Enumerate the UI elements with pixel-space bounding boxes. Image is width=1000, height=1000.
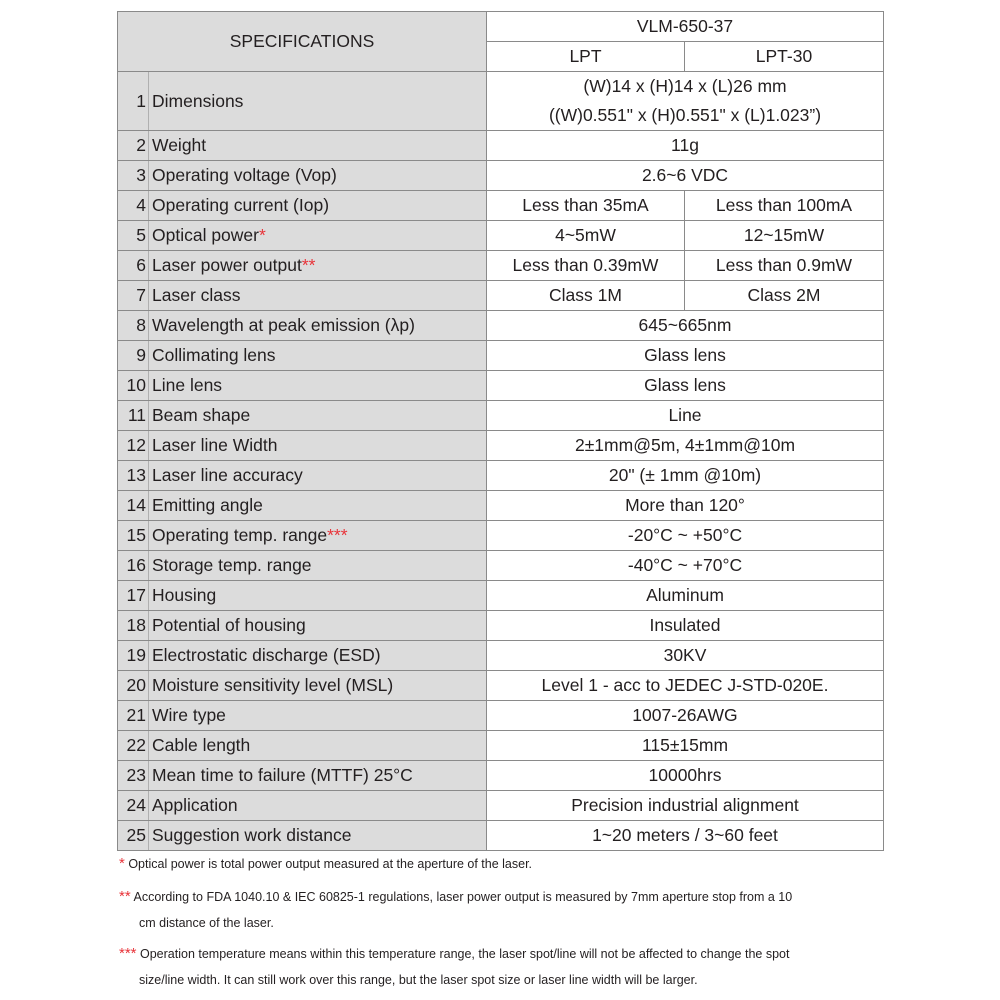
row-label: Laser class — [152, 285, 241, 305]
row-number: 12 — [118, 431, 149, 461]
value: Line — [668, 405, 702, 425]
table-row — [118, 401, 884, 431]
value-cell — [487, 641, 884, 671]
value-cell — [487, 731, 884, 761]
value: Precision industrial alignment — [571, 795, 799, 815]
value-cell — [487, 461, 884, 491]
value-lpt: Class 1M — [487, 281, 685, 311]
table-row — [118, 221, 884, 251]
row-label-cell — [149, 521, 487, 551]
row-label-cell — [149, 731, 487, 761]
specifications-table — [117, 11, 884, 851]
value-lpt: Less than 0.39mW — [487, 251, 685, 281]
table-row — [118, 671, 884, 701]
table-row — [118, 551, 884, 581]
row-number: 7 — [118, 281, 149, 311]
table-row — [118, 191, 884, 221]
value-cell — [487, 161, 884, 191]
table-row — [118, 761, 884, 791]
row-label: Laser line Width — [152, 435, 278, 455]
row-number: 24 — [118, 791, 149, 821]
row-number: 15 — [118, 521, 149, 551]
value-lpt-30: Less than 0.9mW — [685, 251, 884, 281]
row-number: 10 — [118, 371, 149, 401]
row-label: Weight — [152, 135, 207, 155]
value: 10000hrs — [648, 765, 722, 785]
value: 115±15mm — [641, 735, 729, 755]
table-row — [118, 731, 884, 761]
row-label-cell — [149, 191, 487, 221]
value: 645~665nm — [638, 315, 732, 335]
row-label: Line lens — [152, 375, 223, 395]
table-row — [118, 491, 884, 521]
row-label-cell — [149, 251, 487, 281]
value-cell — [487, 581, 884, 611]
row-number: 13 — [118, 461, 149, 491]
value-imperial: ((W)0.551" x (H)0.551" x (L)1.023”) — [548, 105, 822, 125]
value: 2.6~6 VDC — [641, 165, 729, 185]
table-row — [118, 341, 884, 371]
row-label: Housing — [152, 585, 217, 605]
model-header: VLM-650-37 — [487, 12, 884, 42]
row-number: 9 — [118, 341, 149, 371]
value-cell — [487, 341, 884, 371]
table-row — [118, 431, 884, 461]
row-number: 18 — [118, 611, 149, 641]
row-number: 19 — [118, 641, 149, 671]
table-row — [118, 311, 884, 341]
row-label-cell — [149, 671, 487, 701]
value: -40°C ~ +70°C — [627, 555, 743, 575]
value-cell — [487, 311, 884, 341]
value-cell — [487, 431, 884, 461]
footnote-text-cont: size/line width. It can still work over this range, but the laser spot size or laser line width will be larger. — [139, 973, 698, 987]
value-cell — [487, 521, 884, 551]
row-label: Emitting angle — [152, 495, 263, 515]
footnote-mark: * — [259, 225, 266, 245]
row-number: 11 — [118, 401, 149, 431]
value: Insulated — [649, 615, 721, 635]
row-label-cell — [149, 821, 487, 851]
row-label: Optical power — [152, 225, 259, 245]
value-cell — [487, 491, 884, 521]
row-label-cell — [149, 491, 487, 521]
row-label: Wavelength at peak emission (λp) — [152, 315, 415, 335]
row-label-cell — [149, 401, 487, 431]
row-number: 1 — [118, 72, 149, 131]
row-label-cell — [149, 611, 487, 641]
value: Level 1 - acc to JEDEC J-STD-020E. — [541, 675, 829, 695]
value-cell — [487, 401, 884, 431]
footnote-text-cont: cm distance of the laser. — [139, 916, 274, 930]
value: 20" (± 1mm @10m) — [608, 465, 762, 485]
row-label: Dimensions — [152, 90, 244, 111]
row-label-cell — [149, 791, 487, 821]
row-number: 22 — [118, 731, 149, 761]
row-label-cell — [149, 701, 487, 731]
row-number: 5 — [118, 221, 149, 251]
value-lpt: 4~5mW — [487, 221, 685, 251]
row-label-cell — [149, 461, 487, 491]
value-lpt-30: Less than 100mA — [685, 191, 884, 221]
footnote-mark: ** — [301, 255, 316, 275]
value-cell — [487, 821, 884, 851]
table-row — [118, 821, 884, 851]
table-row — [118, 791, 884, 821]
row-label: Laser line accuracy — [152, 465, 303, 485]
row-label-cell — [149, 281, 487, 311]
footnote-mark: ** — [119, 888, 131, 905]
row-label: Moisture sensitivity level (MSL) — [152, 675, 394, 695]
row-label: Storage temp. range — [152, 555, 312, 575]
table-row — [118, 701, 884, 731]
value-lpt: Less than 35mA — [487, 191, 685, 221]
value: -20°C ~ +50°C — [627, 525, 743, 545]
row-number: 20 — [118, 671, 149, 701]
row-label-cell — [149, 311, 487, 341]
footnote-text: Operation temperature means within this temperature range, the laser spot/line will not be affected to change the spot — [140, 947, 790, 961]
value-cell — [487, 371, 884, 401]
row-number: 8 — [118, 311, 149, 341]
row-label-cell — [149, 641, 487, 671]
table-row — [118, 641, 884, 671]
value-cell — [487, 551, 884, 581]
row-label: Beam shape — [152, 405, 251, 425]
table-row — [118, 371, 884, 401]
table-row — [118, 611, 884, 641]
value: 11g — [671, 135, 699, 155]
row-label: Operating voltage (Vop) — [152, 165, 337, 185]
value-cell — [487, 701, 884, 731]
row-label: Collimating lens — [152, 345, 276, 365]
footnote-2 — [119, 884, 889, 936]
table-row — [118, 461, 884, 491]
row-label: Potential of housing — [152, 615, 306, 635]
row-label-cell — [149, 72, 487, 131]
footnote-text: Optical power is total power output measured at the aperture of the laser. — [128, 857, 533, 871]
row-number: 25 — [118, 821, 149, 851]
row-label-cell — [149, 551, 487, 581]
value: 1007-26AWG — [632, 705, 738, 725]
footnote-text: According to FDA 1040.10 & IEC 60825-1 regulations, laser power output is measured by 7mm aperture stop from a 10 — [133, 890, 793, 904]
value: More than 120° — [625, 495, 745, 515]
row-number: 23 — [118, 761, 149, 791]
value-cell — [487, 761, 884, 791]
row-label: Application — [152, 795, 238, 815]
value-cell — [487, 72, 884, 131]
row-label-cell — [149, 431, 487, 461]
footnote-mark: *** — [327, 525, 348, 545]
value: 2±1mm@5m, 4±1mm@10m — [574, 435, 796, 455]
table-row — [118, 131, 884, 161]
row-label-cell — [149, 131, 487, 161]
row-label: Electrostatic discharge (ESD) — [152, 645, 381, 665]
value-cell — [487, 791, 884, 821]
row-label: Laser power output — [152, 255, 302, 275]
row-number: 2 — [118, 131, 149, 161]
value-cell — [487, 131, 884, 161]
value: Glass lens — [644, 345, 726, 365]
row-label-cell — [149, 161, 487, 191]
row-label-cell — [149, 371, 487, 401]
row-label: Mean time to failure (MTTF) 25°C — [152, 765, 413, 785]
row-number: 4 — [118, 191, 149, 221]
variant-b-header: LPT-30 — [685, 42, 884, 72]
table-row — [118, 281, 884, 311]
footnote-mark: * — [119, 855, 125, 872]
row-label-cell — [149, 341, 487, 371]
row-number: 17 — [118, 581, 149, 611]
table-row — [118, 581, 884, 611]
table-row — [118, 161, 884, 191]
row-label: Operating temp. range — [152, 525, 328, 545]
spec-header-title: SPECIFICATIONS — [118, 12, 487, 72]
row-label-cell — [149, 581, 487, 611]
table-row — [118, 521, 884, 551]
value: 1~20 meters / 3~60 feet — [592, 825, 778, 845]
row-label: Cable length — [152, 735, 251, 755]
footnote-1 — [119, 855, 532, 872]
value-cell — [487, 671, 884, 701]
table-row — [118, 251, 884, 281]
row-label-cell — [149, 221, 487, 251]
footnote-mark: *** — [119, 945, 137, 962]
value-cell — [487, 611, 884, 641]
table-row — [118, 72, 884, 131]
row-label: Suggestion work distance — [152, 825, 352, 845]
value-lpt-30: 12~15mW — [685, 221, 884, 251]
value: Glass lens — [644, 375, 726, 395]
row-label: Operating current (Iop) — [152, 195, 330, 215]
row-number: 21 — [118, 701, 149, 731]
row-number: 14 — [118, 491, 149, 521]
row-number: 3 — [118, 161, 149, 191]
footnote-3 — [119, 941, 889, 993]
row-label: Wire type — [152, 705, 226, 725]
row-number: 6 — [118, 251, 149, 281]
value-lpt-30: Class 2M — [685, 281, 884, 311]
value: (W)14 x (H)14 x (L)26 mm — [583, 76, 787, 96]
value: 30KV — [663, 645, 707, 665]
row-number: 16 — [118, 551, 149, 581]
row-label-cell — [149, 761, 487, 791]
value: Aluminum — [646, 585, 724, 605]
variant-a-header: LPT — [487, 42, 685, 72]
